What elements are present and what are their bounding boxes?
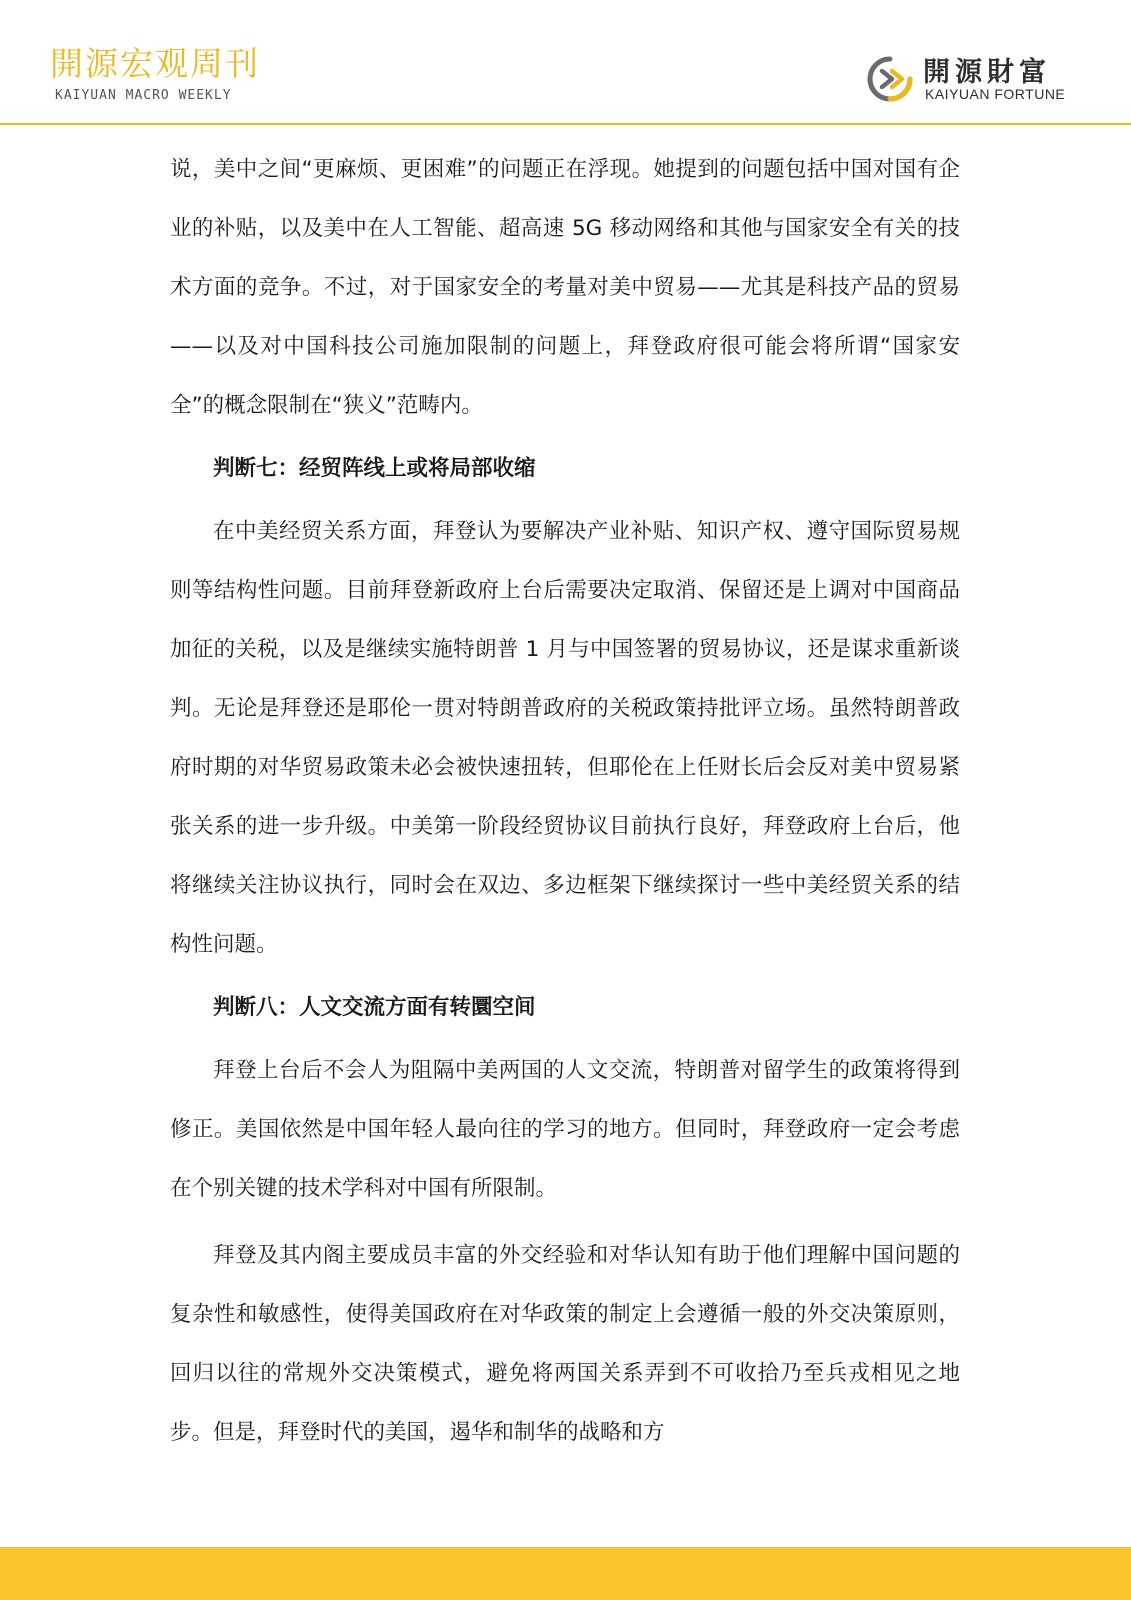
section-heading-judgment-8: 判断八：人文交流方面有转圜空间 [213, 995, 536, 1020]
company-name-cn: 開源財富 [923, 57, 1051, 88]
paragraph-continued: 说，美中之间“更麻烦、更困难”的问题正在浮现。她提到的问题包括中国对国有企业的补贴，以及美中在人工智能、超高速 5G 移动网络和其他与国家安全有关的技术方面的竞争。不过，对于国家安全的考量对美中贸易——尤其是科技产品的贸易——以及对中国科技公司施加限制的问题上，拜登政府很可能会将所谓“国家安全”的概念限制在“狭义”范畴内。 [170, 157, 960, 418]
paragraph-diplomatic-experience: 拜登及其内阁主要成员丰富的外交经验和对华认知有助于他们理解中国问题的复杂性和敏感性，使得美国政府在对华政策的制定上会遵循一般的外交决策原则，回归以往的常规外交决策模式，避免将两国关系弄到不可收拾乃至兵戎相见之地步。但是，拜登时代的美国，遏华和制华的战略和方 [170, 1243, 960, 1445]
footer-band [0, 1547, 1131, 1600]
header-divider [0, 123, 1131, 125]
paragraph-trade-relations: 在中美经贸关系方面，拜登认为要解决产业补贴、知识产权、遵守国际贸易规则等结构性问题。目前拜登新政府上台后需要决定取消、保留还是上调对中国商品加征的关税，以及是继续实施特朗普 1 月与中国签署的贸易协议，还是谋求重新谈判。无论是拜登还是耶伦一贯对特朗普政府的关税政策持批评立场。虽然特朗普政府时期的对华贸易政策未必会被快速扭转，但耶伦在上任财长后会反对美中贸易紧张关系的进一步升级。中美第一阶段经贸协议目前执行良好，拜登政府上台后，他将继续关注协议执行，同时会在双边、多边框架下继续探讨一些中美经贸关系的结构性问题。 [170, 519, 960, 957]
page-header [0, 0, 1131, 124]
publication-title: 開源宏观周刊 [50, 44, 260, 83]
paragraph-people-exchange: 拜登上台后不会人为阻隔中美两国的人文交流，特朗普对留学生的政策将得到修正。美国依然是中国年轻人最向往的学习的地方。但同时，拜登政府一定会考虑在个别关键的技术学科对中国有所限制。 [170, 1058, 960, 1201]
section-heading-judgment-7: 判断七：经贸阵线上或将局部收缩 [213, 456, 536, 481]
company-name-en: KAIYUAN FORTUNE [925, 86, 1066, 102]
kaiyuan-logo-icon [866, 55, 914, 103]
publication-subtitle: KAIYUAN MACRO WEEKLY [55, 88, 232, 103]
article-body [170, 140, 960, 1470]
